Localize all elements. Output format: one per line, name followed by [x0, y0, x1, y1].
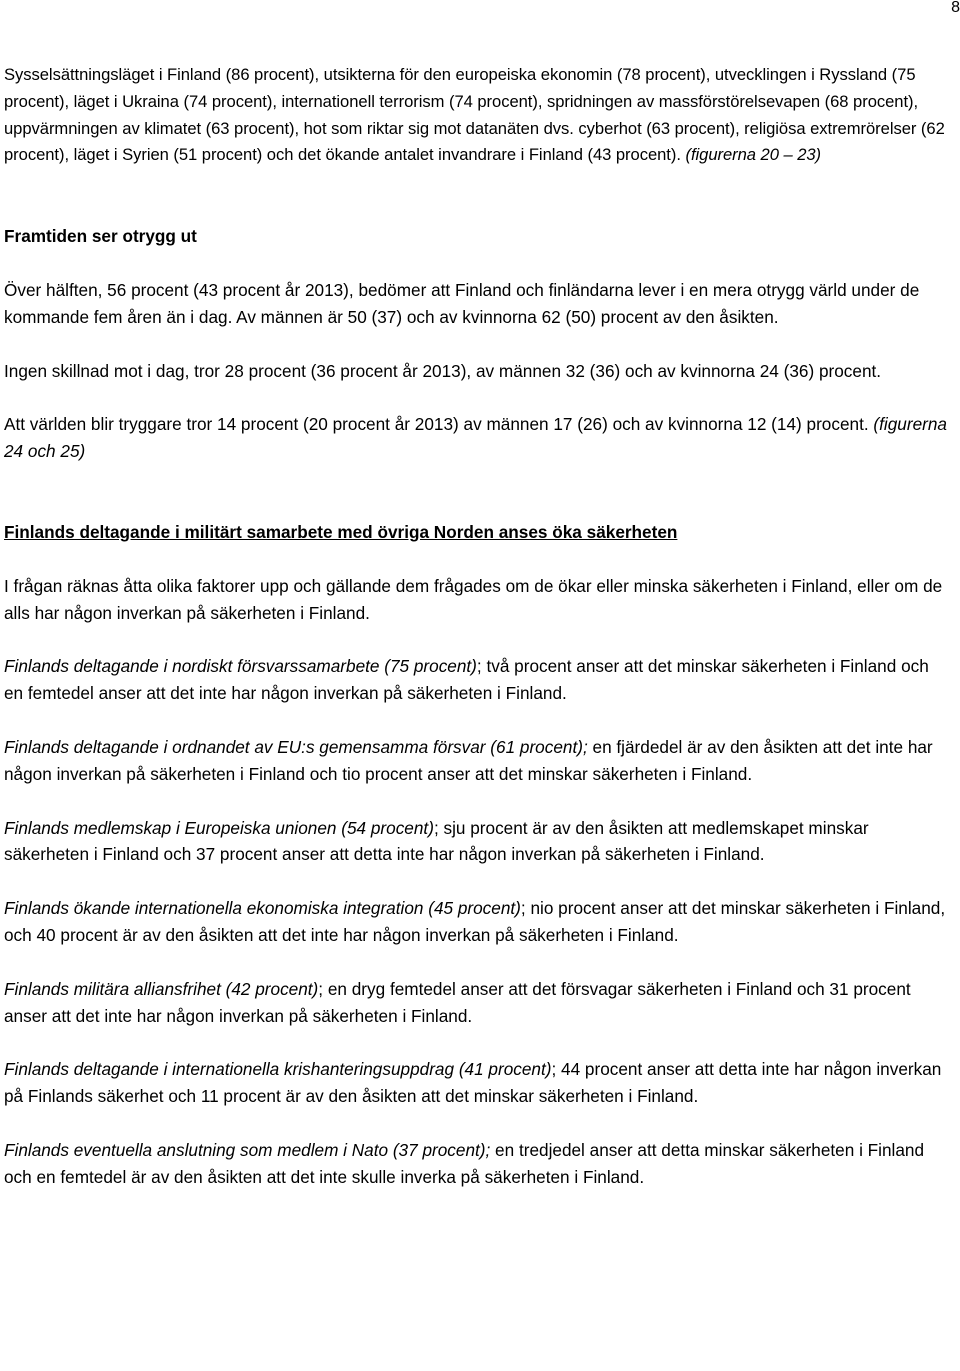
section-heading-future: Framtiden ser otrygg ut [4, 226, 197, 247]
factor-label: Finlands deltagande i internationella krishanteringsuppdrag (41 procent) [4, 1059, 552, 1080]
factor-item [4, 653, 950, 707]
paragraph-safer [4, 411, 950, 465]
document-body [4, 62, 950, 1191]
factor-item [4, 1056, 950, 1110]
factor-label: Finlands ökande internationella ekonomiska integration (45 procent) [4, 898, 521, 919]
factor-label: Finlands medlemskap i Europeiska unionen (54 procent) [4, 817, 434, 838]
factor-label: Finlands deltagande i ordnandet av EU:s gemensamma försvar (61 procent); [4, 736, 588, 757]
intro-figure-reference: (figurerna 20 – 23) [685, 145, 822, 165]
factor-item [4, 895, 950, 949]
page-number: 8 [951, 0, 960, 16]
factor-text: en tredjedel anser att detta minskar säkerheten i Finland och en femtedel är av den åsikten att det inte skulle inverka på säkerheten i Finland. [4, 1139, 925, 1187]
factor-text: ; en dryg femtedel anser att det försvagar säkerheten i Finland och 31 procent anser att det inte har någon inverkan på säkerheten i Finland. [4, 978, 911, 1026]
factor-label: Finlands militära alliansfrihet (42 procent) [4, 978, 319, 999]
factor-text: ; 44 procent anser att detta inte har någon inverkan på Finlands säkerhet och 11 procent är av den åsikten att det minskar säkerheten i Finland. [4, 1059, 942, 1107]
factor-text: ; två procent anser att det minskar säkerheten i Finland och en femtedel anser att det inte har någon inverkan på säkerheten i Finland. [4, 656, 929, 704]
factor-item [4, 976, 950, 1030]
section-heading-nordic: Finlands deltagande i militärt samarbete med övriga Norden anses öka säkerheten [4, 521, 678, 542]
paragraph-less-secure: Över hälften, 56 procent (43 procent år 2013), bedömer att Finland och finländarna lever i en mera otrygg värld under de kommande fem åren än i dag. Av männen är 50 (37) och av kvinnorna 62 (50) procent av den åsikten. [4, 279, 920, 327]
paragraph-no-difference: Ingen skillnad mot i dag, tror 28 procent (36 procent år 2013), av männen 32 (36) och av kvinnorna 24 (36) procent. [4, 360, 882, 381]
factor-text: en fjärdedel är av den åsikten att det inte har någon inverkan på säkerheten i Finland och tio procent anser att det minskar säkerheten i Finland. [4, 736, 933, 784]
intro-text: Sysselsättningsläget i Finland (86 procent), utsikterna för den europeiska ekonomin (78 procent), utvecklingen i Ryssland (75 procent), läget i Ukraina (74 procent), internationell terrorism (74 procent), spridningen av massförstörelsevapen (68 procent), uppvärmningen av klimatet (63 procent), hot som riktar sig mot datanäten dvs. cyberhot (63 procent), religiösa extremrörelser (62 procent), läget i Syrien (51 procent) och det ökande antalet invandrare i Finland (43 procent). [4, 65, 945, 165]
factor-item [4, 1137, 950, 1191]
factor-label: Finlands deltagande i nordiskt försvarssamarbete (75 procent) [4, 656, 477, 677]
safer-figure-reference: (figurerna 24 och 25) [4, 414, 947, 462]
factor-text: ; sju procent är av den åsikten att medlemskapet minskar säkerheten i Finland och 37 procent anser att detta inte har någon inverkan på säkerheten i Finland. [4, 817, 869, 865]
factor-item [4, 734, 950, 788]
paragraph-safer-text: Att världen blir tryggare tror 14 procent (20 procent år 2013) av männen 17 (26) och av kvinnorna 12 (14) procent. [4, 414, 874, 435]
factor-item [4, 815, 950, 869]
intro-paragraph [4, 62, 950, 169]
paragraph-factors-intro: I frågan räknas åtta olika faktorer upp och gällande dem frågades om de ökar eller minska säkerheten i Finland, eller om de alls har någon inverkan på säkerheten i Finland. [4, 575, 943, 623]
factor-text: ; nio procent anser att det minskar säkerheten i Finland, och 40 procent är av den åsikten att det inte har någon inverkan på säkerheten i Finland. [4, 898, 946, 945]
factor-label: Finlands eventuella anslutning som medlem i Nato (37 procent); [4, 1139, 491, 1160]
